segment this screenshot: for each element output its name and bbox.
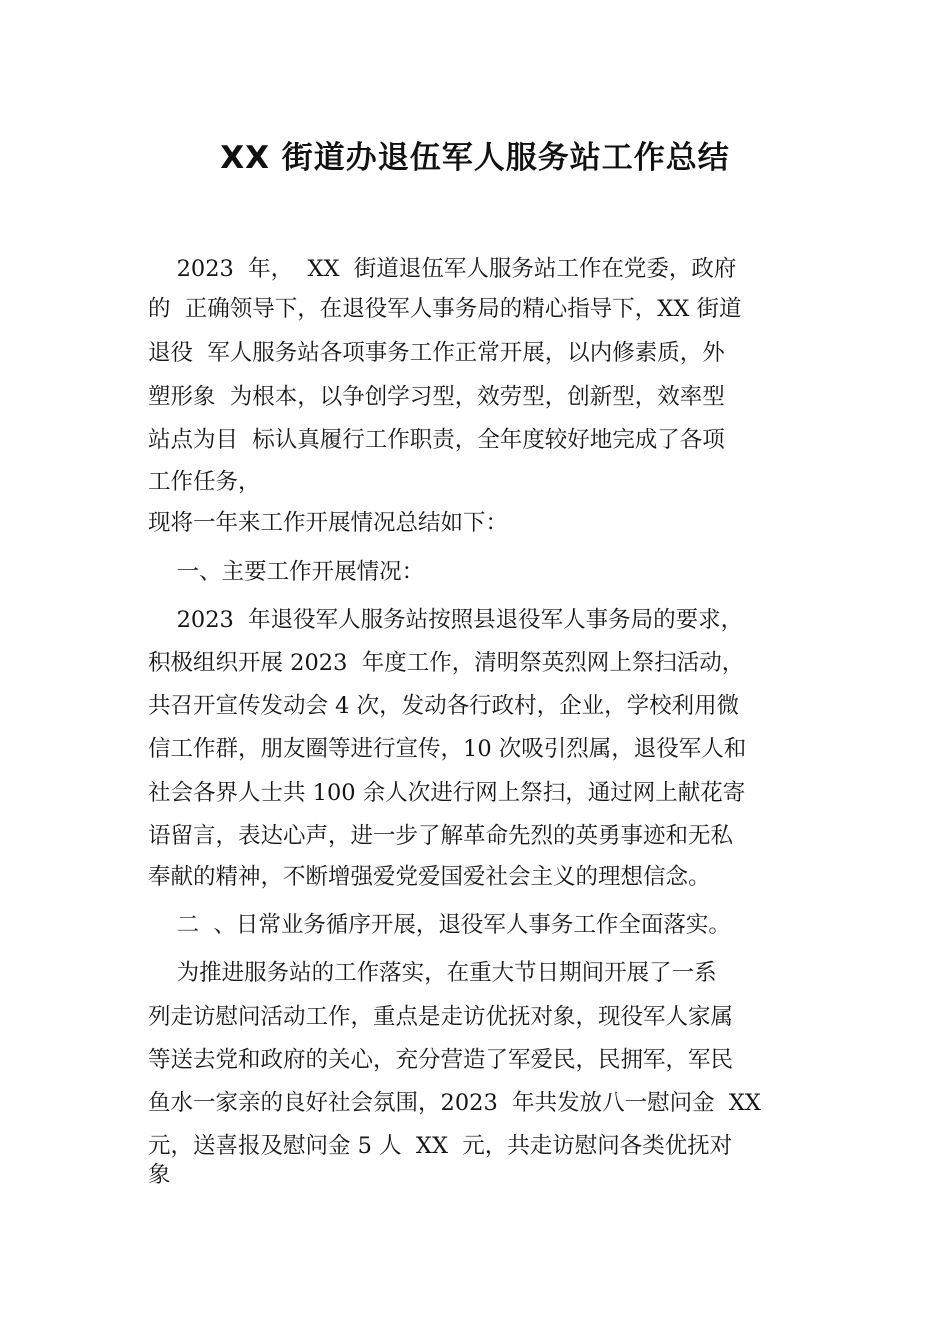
body-line: 共召开宣传发动会 4 次，发动各行政村，企业，学校利用微 — [148, 693, 740, 719]
body-line: 列走访慰问活动工作，重点是走访优抚对象，现役军人家属 — [148, 1004, 734, 1030]
body-line: 2023 年， XX 街道退伍军人服务站工作在党委，政府 — [148, 256, 737, 282]
body-line: 2023 年退役军人服务站按照县退役军人事务局的要求， — [148, 607, 744, 633]
body-line: 信工作群，朋友圈等进行宣传，10 次吸引烈属，退役军人和 — [148, 736, 747, 762]
body-line: 为推进服务站的工作落实，在重大节日期间开展了一系 — [148, 960, 717, 986]
body-line: 退役 军人服务站各项事务工作正常开展，以内修素质，外 — [148, 340, 725, 366]
body-line: 现将一年来工作开展情况总结如下： — [148, 510, 509, 536]
body-line: 等送去党和政府的关心，充分营造了军爱民，民拥军，军民 — [148, 1047, 734, 1073]
body-line: 工作任务， — [148, 469, 261, 495]
body-line: 塑形象 为根本，以争创学习型，效劳型，创新型，效率型 — [148, 384, 725, 410]
body-line: 语留言，表达心声，进一步了解革命先烈的英勇事迹和无私 — [148, 823, 734, 849]
body-line: 站点为目 标认真履行工作职责，全年度较好地完成了各项 — [148, 427, 725, 453]
document-title: XX 街道办退伍军人服务站工作总结 — [220, 140, 730, 176]
body-line: 的 正确领导下，在退役军人事务局的精心指导下，XX 街道 — [148, 296, 742, 322]
body-line: 元，送喜报及慰问金 5 人 XX 元，共走访慰问各类优抚对 — [148, 1133, 733, 1159]
body-line: 奉献的精神，不断增强爱党爱国爱社会主义的理想信念。 — [148, 864, 711, 890]
body-line: 社会各界人士共 100 余人次进行网上祭扫，通过网上献花寄 — [148, 780, 746, 806]
section-heading-2: 二 、日常业务循序开展，退役军人事务工作全面落实。 — [148, 912, 731, 938]
body-line: 积极组织开展 2023 年度工作，清明祭英烈网上祭扫活动， — [148, 650, 745, 676]
body-line: 鱼水一家亲的良好社会氛围，2023 年共发放八一慰问金 XX — [148, 1090, 761, 1116]
section-heading-1: 一、主要工作开展情况： — [148, 559, 425, 585]
body-line: 象 — [148, 1162, 171, 1188]
